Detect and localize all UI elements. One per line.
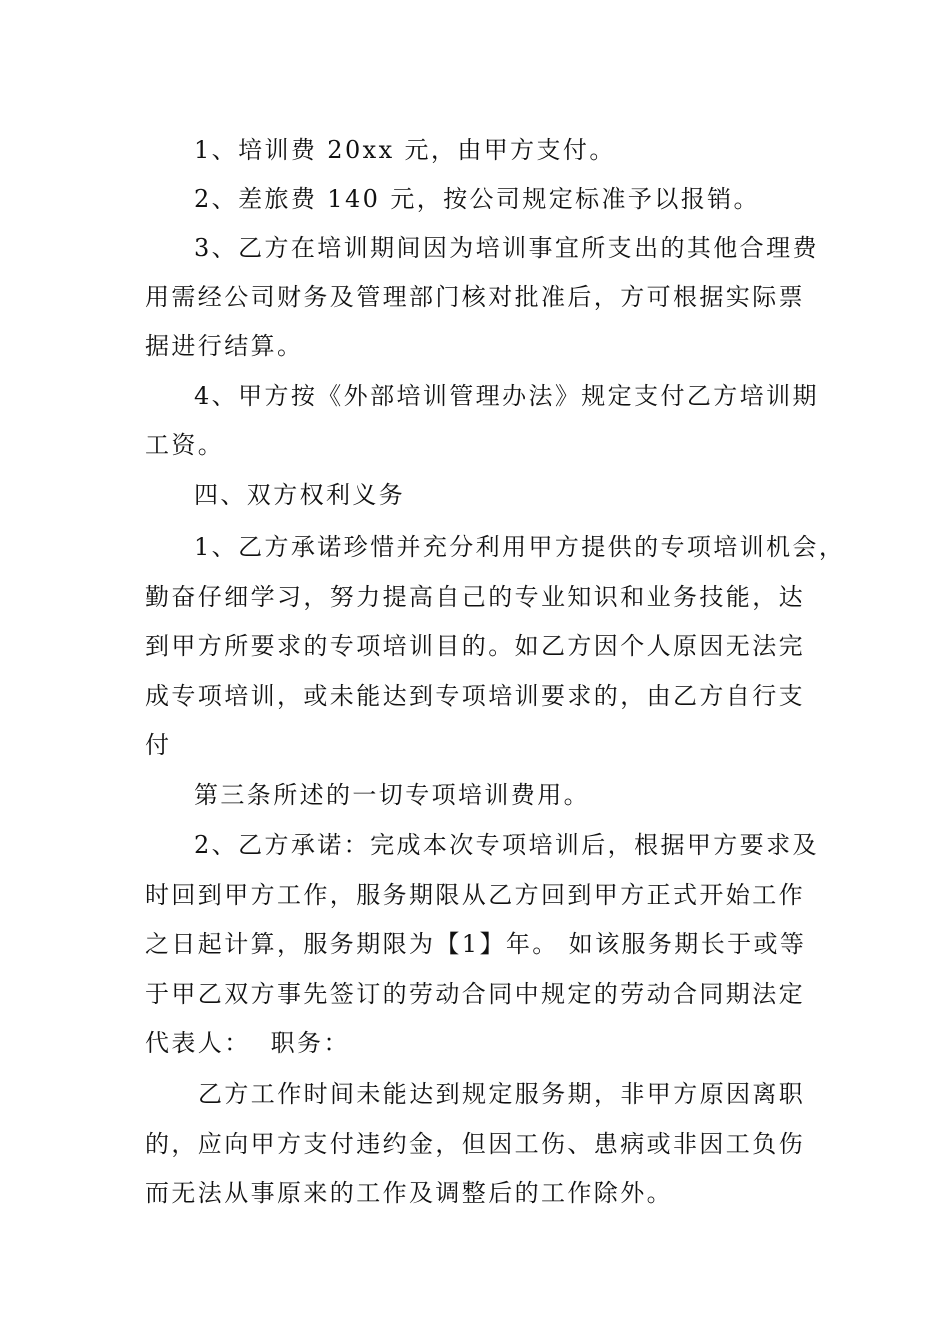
paragraph-line: 工资。 xyxy=(145,431,225,459)
paragraph-line: 乙方工作时间未能达到规定服务期，非甲方原因离职 xyxy=(198,1080,806,1108)
section-heading: 四、双方权利义务 xyxy=(194,481,406,509)
paragraph-line: 的，应向甲方支付违约金，但因工伤、患病或非因工负伤 xyxy=(145,1130,805,1158)
paragraph-line: 第三条所述的一切专项培训费用。 xyxy=(194,781,590,809)
paragraph-line: 3、乙方在培训期间因为培训事宜所支出的其他合理费 xyxy=(194,234,819,262)
paragraph-line: 2、乙方承诺：完成本次专项培训后，根据甲方要求及 xyxy=(194,831,819,859)
paragraph-line: 勤奋仔细学习，努力提高自己的专业知识和业务技能，达 xyxy=(145,583,805,611)
paragraph-line: 1、乙方承诺珍惜并充分利用甲方提供的专项培训机会， xyxy=(194,533,846,561)
paragraph-line: 到甲方所要求的专项培训目的。如乙方因个人原因无法完 xyxy=(145,632,805,660)
paragraph-line: 而无法从事原来的工作及调整后的工作除外。 xyxy=(145,1179,673,1207)
paragraph-line: 于甲乙双方事先签订的劳动合同中规定的劳动合同期法定 xyxy=(145,980,805,1008)
paragraph-line: 之日起计算，服务期限为【1】年。 如该服务期长于或等 xyxy=(145,930,807,958)
paragraph-line: 时回到甲方工作，服务期限从乙方回到甲方正式开始工作 xyxy=(145,881,805,909)
paragraph-line: 代表人： 职务： xyxy=(145,1029,350,1057)
paragraph-line: 1、培训费 20xx 元，由甲方支付。 xyxy=(194,136,616,164)
paragraph-line: 2、差旅费 140 元，按公司规定标准予以报销。 xyxy=(194,185,760,213)
paragraph-line: 成专项培训，或未能达到专项培训要求的，由乙方自行支 xyxy=(145,682,805,710)
paragraph-line: 据进行结算。 xyxy=(145,332,304,360)
paragraph-line: 4、甲方按《外部培训管理办法》规定支付乙方培训期 xyxy=(194,382,819,410)
paragraph-line: 用需经公司财务及管理部门核对批准后，方可根据实际票 xyxy=(145,283,805,311)
paragraph-line: 付 xyxy=(145,731,172,759)
